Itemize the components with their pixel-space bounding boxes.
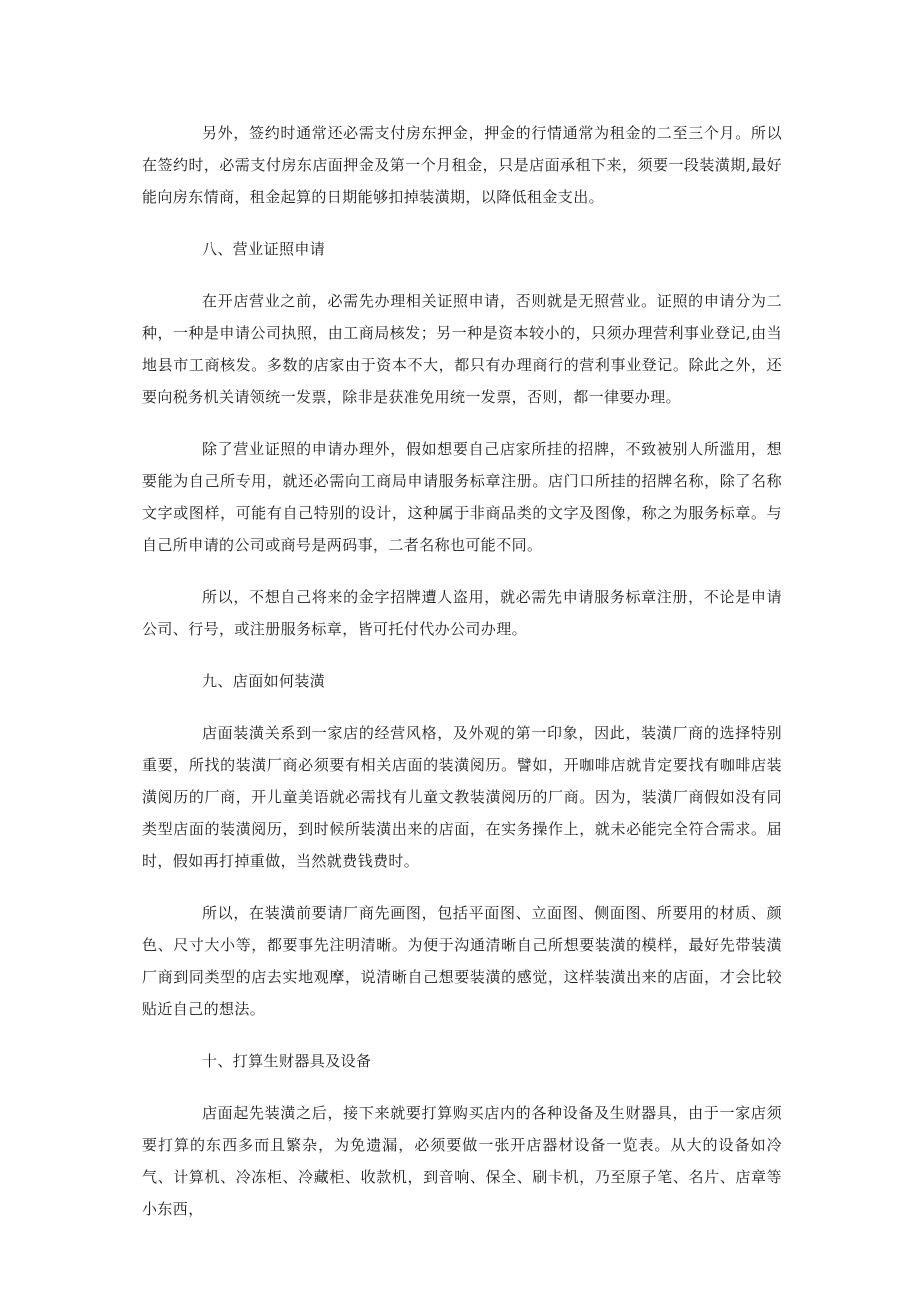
paragraph-decoration-drawings: 所以，在装潢前要请厂商先画图，包括平面图、立面图、侧面图、所要用的材质、颜色、尺寸大小等，都要事先注明清晰。为便于沟通清晰自己所想要装潢的模样，最好先带装潢厂商到同类型的店去实地观摩，说清晰自己想要装潢的感觉，这样装潢出来的店面，才会比较贴近自己的想法。 [142,904,782,1018]
section-heading-equipment: 十、打算生财器具及设备 [202,1052,372,1070]
paragraph-service-mark-registration: 所以，不想自己将来的金字招牌遭人盗用，就必需先申请服务标章注册，不论是申请公司、行号，或注册服务标章，皆可托付代办公司办理。 [142,588,782,638]
paragraph-deposit: 另外，签约时通常还必需支付房东押金，押金的行情通常为租金的二至三个月。所以在签约时，必需支付房东店面押金及第一个月租金，只是店面承租下来，须要一段装潢期,最好能向房东情商，租金起算的日期能够扣掉装潢期，以降低租金支出。 [142,124,782,206]
section-heading-business-license: 八、营业证照申请 [202,240,326,258]
paragraph-decoration-vendor: 店面装潢关系到一家店的经营风格，及外观的第一印象，因此，装潢厂商的选择特别重要，所找的装潢厂商必须要有相关店面的装潢阅历。譬如，开咖啡店就肯定要找有咖啡店装潢阅历的厂商，开儿童美语就必需找有儿童文教装潢阅历的厂商。因为，装潢厂商假如没有同类型店面的装潢阅历，到时候所装潢出来的店面，在实务操作上，就未必能完全符合需求。届时，假如再打掉重做，当然就费钱费时。 [142,724,782,870]
paragraph-license-application: 在开店营业之前，必需先办理相关证照申请，否则就是无照营业。证照的申请分为二种，一种是申请公司执照，由工商局核发；另一种是资本较小的，只须办理营利事业登记,由当地县市工商核发。多数的店家由于资本不大，都只有办理商行的营利事业登记。除此之外，还要向税务机关请领统一发票，除非是获准免用统一发票，否则，都一律要办理。 [142,292,782,406]
paragraph-equipment-list: 店面起先装潢之后，接下来就要打算购买店内的各种设备及生财器具，由于一家店须要打算的东西多而且繁杂，为免遗漏，必须要做一张开店器材设备一览表。从大的设备如冷气、计算机、冷冻柜、冷藏柜、收款机，到音响、保全、刷卡机，乃至原子笔、名片、店章等小东西， [142,1104,782,1218]
paragraph-service-mark: 除了营业证照的申请办理外，假如想要自己店家所挂的招牌，不致被别人所滥用，想要能为自己所专用，就还必需向工商局申请服务标章注册。店门口所挂的招牌名称，除了名称文字或图样，可能有自己特别的设计，这种属于非商品类的文字及图像，称之为服务标章。与自己所申请的公司或商号是两码事，二者名称也可能不同。 [142,440,782,554]
section-heading-decoration: 九、店面如何装潢 [202,672,326,690]
document-page [142,117,782,1245]
